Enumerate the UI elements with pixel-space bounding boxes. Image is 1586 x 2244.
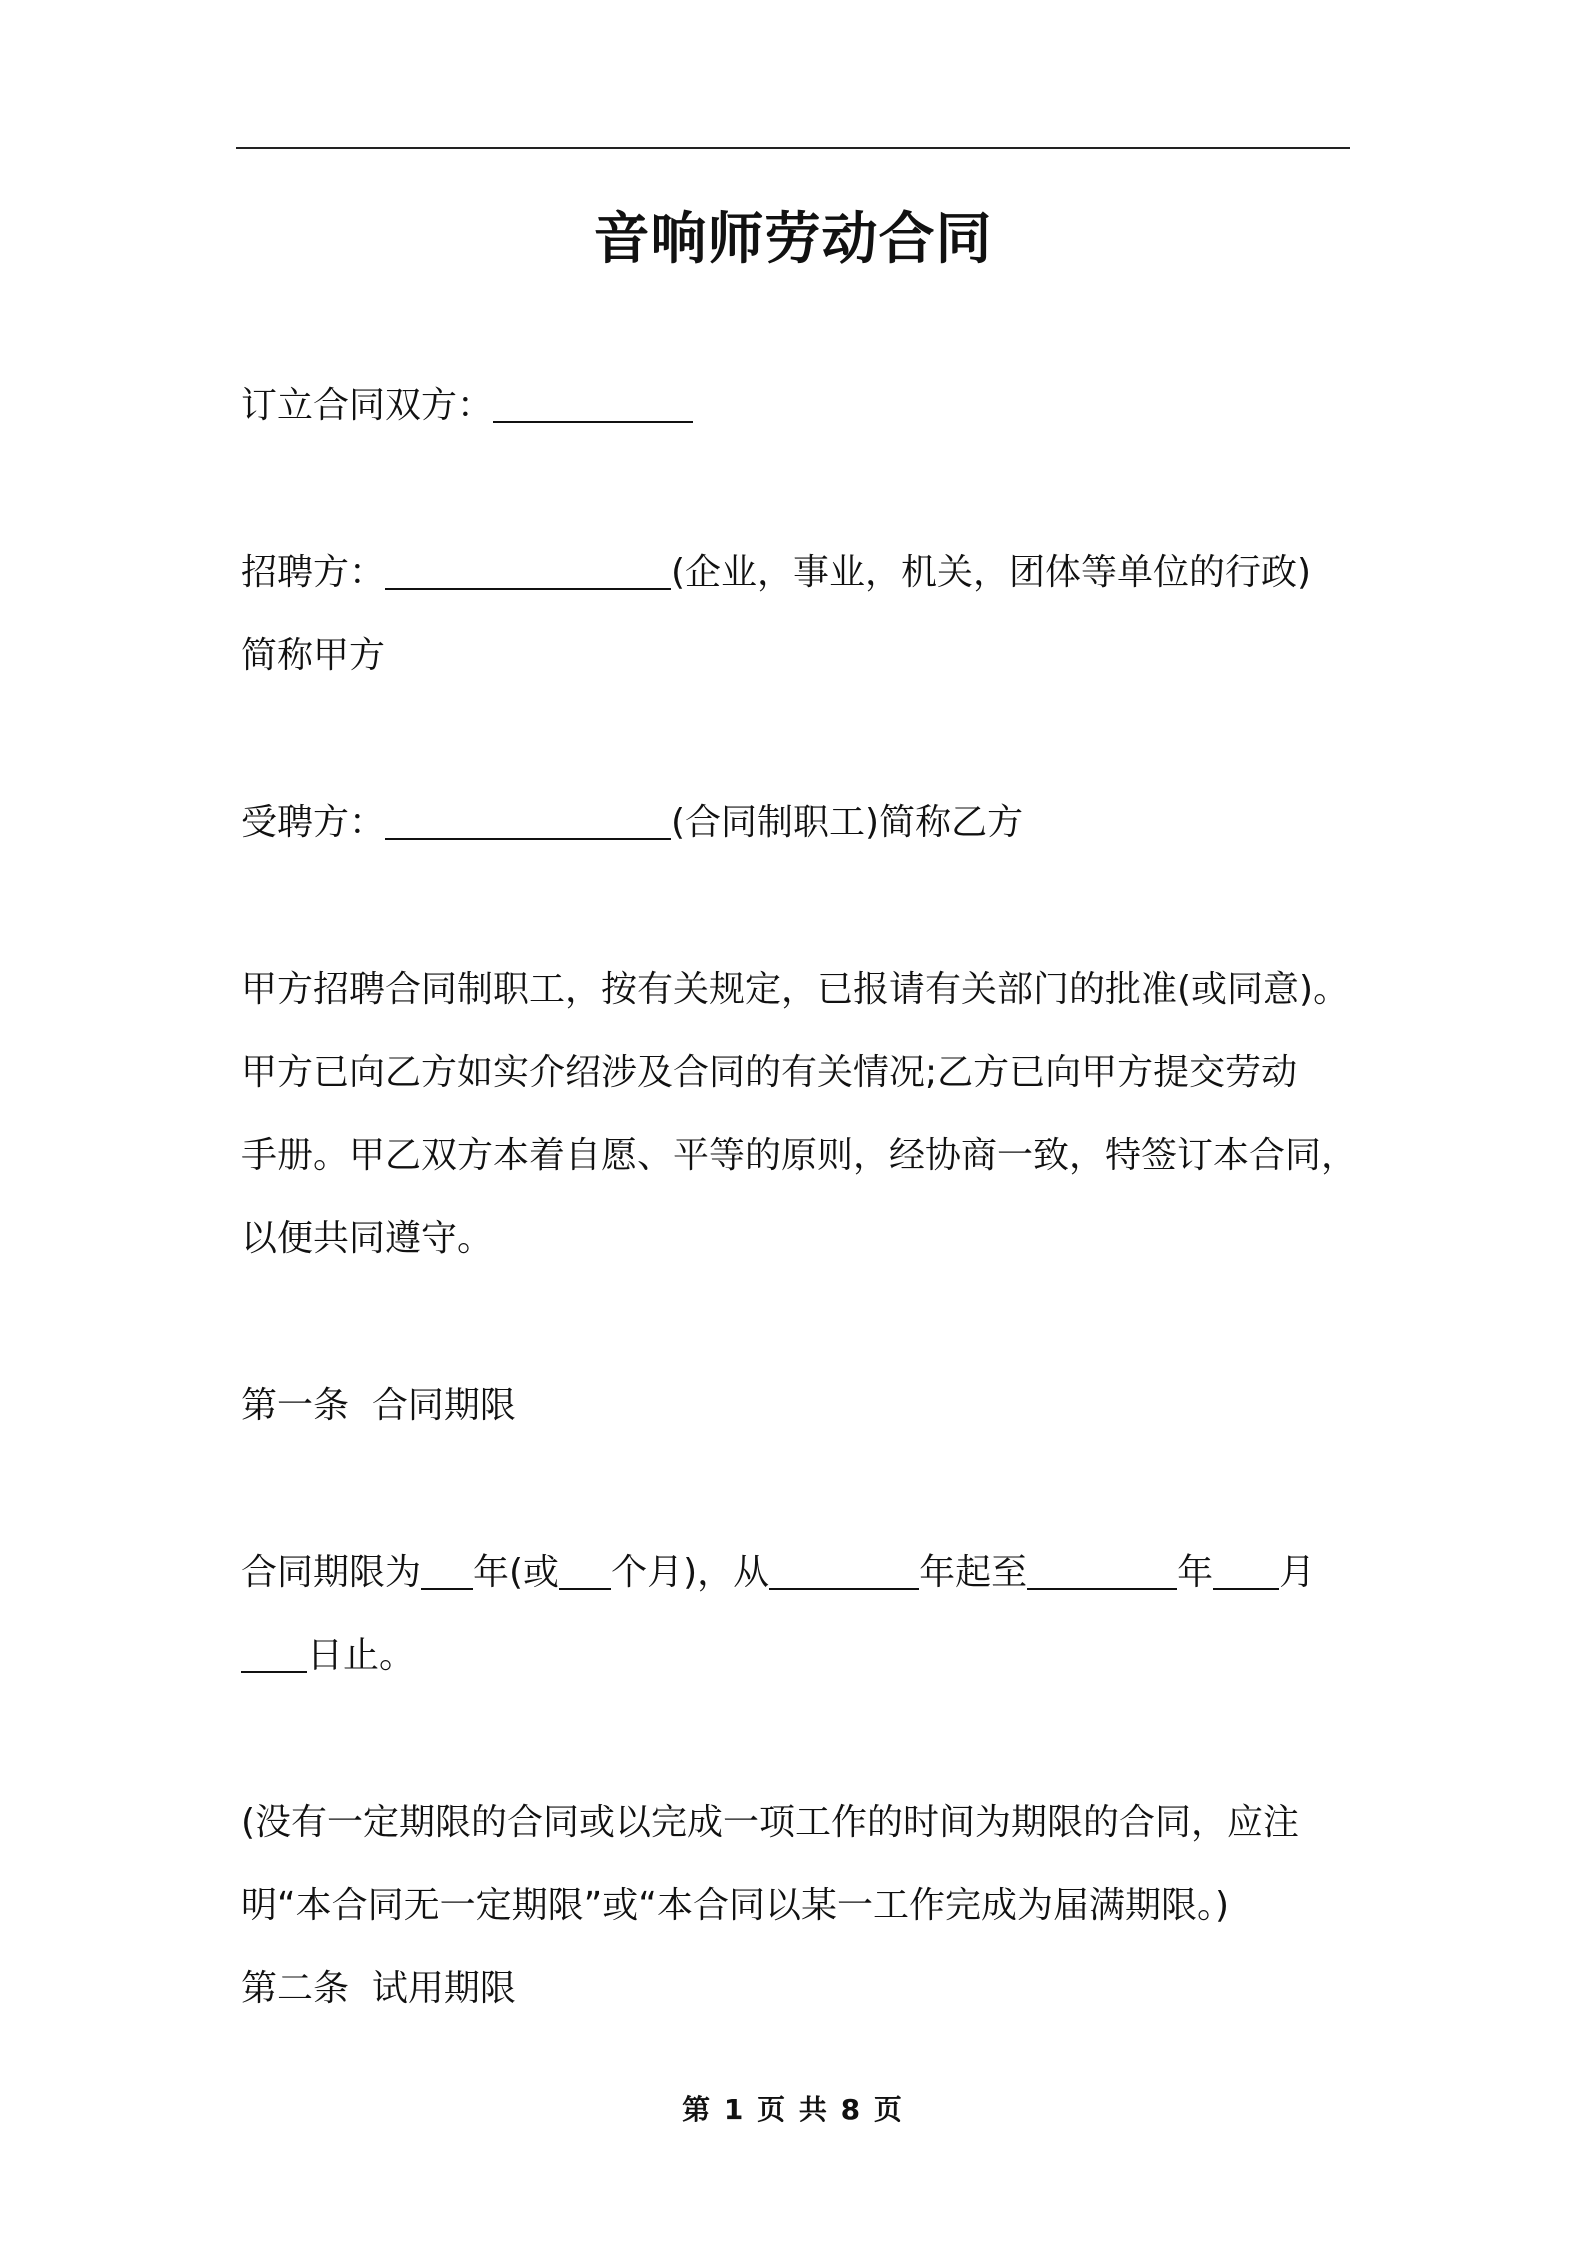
employer-line-2: 简称甲方: [241, 635, 386, 676]
term-note-line-1: (没有一定期限的合同或以完成一项工作的时间为期限的合同，应注: [241, 1802, 1300, 1843]
article-1-heading: 第一条 合同期限: [241, 1385, 516, 1426]
parties-line: [241, 364, 1381, 447]
parties-blank: [493, 387, 693, 423]
employee-blank: [385, 804, 671, 840]
employer-label: 招聘方：: [241, 552, 386, 593]
term-part-3: 个月)，从: [611, 1552, 770, 1593]
employee-label: 受聘方：: [241, 802, 386, 843]
intro-line-2: 甲方已向乙方如实介绍涉及合同的有关情况;乙方已向甲方提交劳动: [241, 1052, 1298, 1093]
employer-suffix: (企业，事业，机关，团体等单位的行政): [671, 552, 1312, 593]
document-title: 音响师劳动合同: [593, 207, 993, 272]
end-day-blank: [241, 1637, 307, 1673]
intro-line-3: 手册。甲乙双方本着自愿、平等的原则，经协商一致，特签订本合同，: [241, 1135, 1358, 1176]
page-number: 第 1 页 共 8 页: [682, 2093, 904, 2126]
employer-line: [241, 531, 1381, 614]
contract-term-line: [241, 1531, 1381, 1614]
intro-line-1: 甲方招聘合同制职工，按有关规定，已报请有关部门的批准(或同意)。: [241, 969, 1350, 1010]
end-month-blank: [1213, 1554, 1279, 1590]
term-part-2: 年(或: [473, 1552, 560, 1593]
months-blank: [559, 1554, 611, 1590]
term-note-line-2: 明“本合同无一定期限”或“本合同以某一工作完成为届满期限。): [241, 1885, 1229, 1926]
term-part-6: 月: [1279, 1552, 1316, 1593]
term-part-4: 年起至: [919, 1552, 1028, 1593]
employee-line: [241, 781, 1381, 864]
term-part-1: 合同期限为: [241, 1552, 422, 1593]
term-part-7: 日止。: [307, 1635, 416, 1676]
parties-label: 订立合同双方：: [241, 385, 494, 426]
years-blank: [421, 1554, 473, 1590]
contract-term-line-2: [241, 1614, 1381, 1697]
employee-suffix: (合同制职工)简称乙方: [671, 802, 1024, 843]
employer-blank: [385, 554, 671, 590]
intro-line-4: 以便共同遵守。: [241, 1218, 494, 1259]
end-year-blank: [1027, 1554, 1177, 1590]
start-year-blank: [769, 1554, 919, 1590]
header-rule: [236, 147, 1350, 149]
term-part-5: 年: [1177, 1552, 1214, 1593]
article-2-heading: 第二条 试用期限: [241, 1968, 516, 2009]
